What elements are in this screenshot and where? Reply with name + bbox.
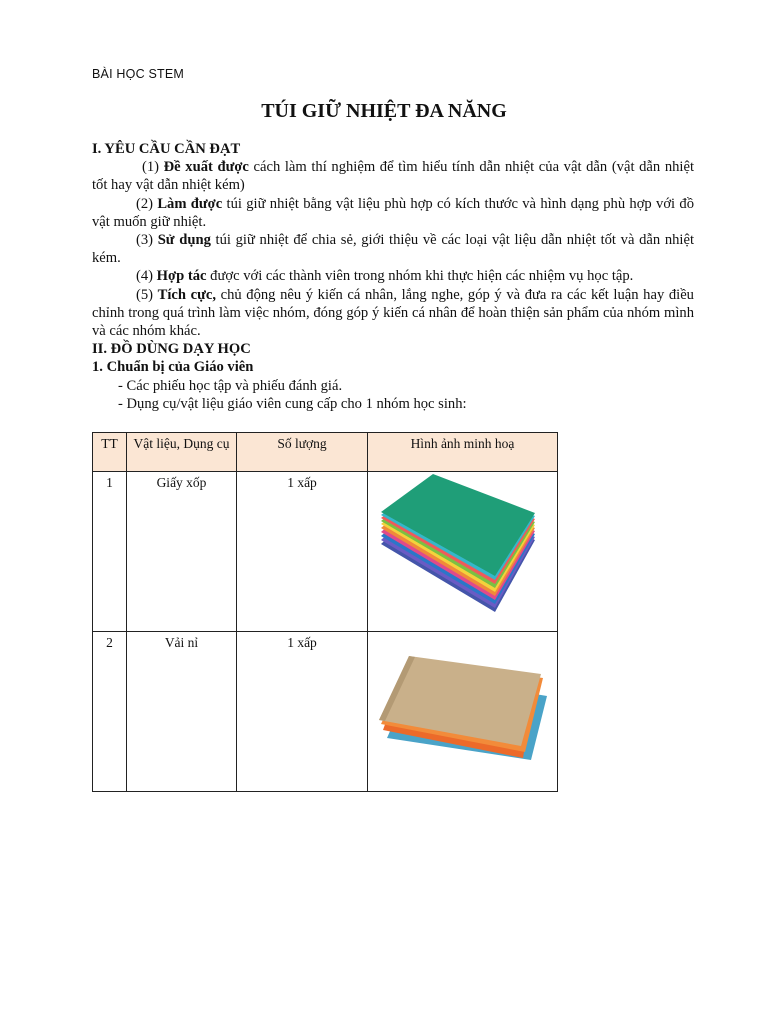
- section-1-heading: I. YÊU CẦU CẦN ĐẠT: [92, 141, 241, 157]
- table-header-row: [93, 433, 558, 472]
- table-row: [93, 632, 558, 792]
- table-row: [93, 472, 558, 632]
- column-header-tt: TT: [93, 433, 127, 472]
- material-image-cell: [368, 472, 558, 632]
- page-title: TÚI GIỮ NHIỆT ĐA NĂNG: [261, 100, 507, 122]
- lesson-type-label: BÀI HỌC STEM: [92, 67, 184, 81]
- document-body: [92, 140, 694, 413]
- objective-item-2: (2) Làm được túi giữ nhiệt bằng vật liệu phù hợp có kích thước và hình dạng phù hợp với đồ vật muốn giữ nhiệt.: [92, 195, 694, 230]
- column-header-material: Vật liệu, Dụng cụ: [127, 433, 237, 472]
- foam-paper-stack-image: [375, 474, 551, 624]
- material-name: Giấy xốp: [127, 472, 237, 632]
- row-number: 2: [93, 632, 127, 792]
- objective-item-4: (4) Hợp tác được với các thành viên trong nhóm khi thực hiện các nhiệm vụ học tập.: [136, 268, 634, 285]
- material-quantity: 1 xấp: [237, 472, 368, 632]
- objective-item-3: (3) Sử dụng túi giữ nhiệt để chia sẻ, giới thiệu về các loại vật liệu dẫn nhiệt tốt và dẫn nhiệt kém.: [92, 232, 695, 267]
- material-quantity: 1 xấp: [237, 632, 368, 792]
- list-item: - Các phiếu học tập và phiếu đánh giá.: [118, 377, 343, 394]
- material-name: Vải nỉ: [127, 632, 237, 792]
- felt-fabric-stack-image: [375, 634, 551, 784]
- material-image-cell: [368, 632, 558, 792]
- objective-item-1: (1) Đề xuất được cách làm thí nghiệm để tìm hiểu tính dẫn nhiệt của vật dẫn (vật dẫn nhiệt tốt hay vật dẫn nhiệt kém): [92, 159, 694, 194]
- row-number: 1: [93, 472, 127, 632]
- list-item: - Dụng cụ/vật liệu giáo viên cung cấp cho 1 nhóm học sinh:: [118, 395, 467, 412]
- column-header-quantity: Số lượng: [237, 433, 368, 472]
- materials-table: [92, 432, 558, 792]
- objective-item-5: (5) Tích cực, chủ động nêu ý kiến cá nhân, lắng nghe, góp ý và đưa ra các kết luận hay điều chỉnh trong quá trình làm việc nhóm, đóng góp ý kiến cá nhân để hoàn thiện sản phẩm của nhóm mình và các nhóm khác.: [92, 286, 694, 340]
- column-header-image: Hình ảnh minh hoạ: [368, 433, 558, 472]
- section-2-heading: II. ĐỒ DÙNG DẠY HỌC: [92, 341, 251, 358]
- section-2-subheading: 1. Chuẩn bị của Giáo viên: [92, 359, 254, 376]
